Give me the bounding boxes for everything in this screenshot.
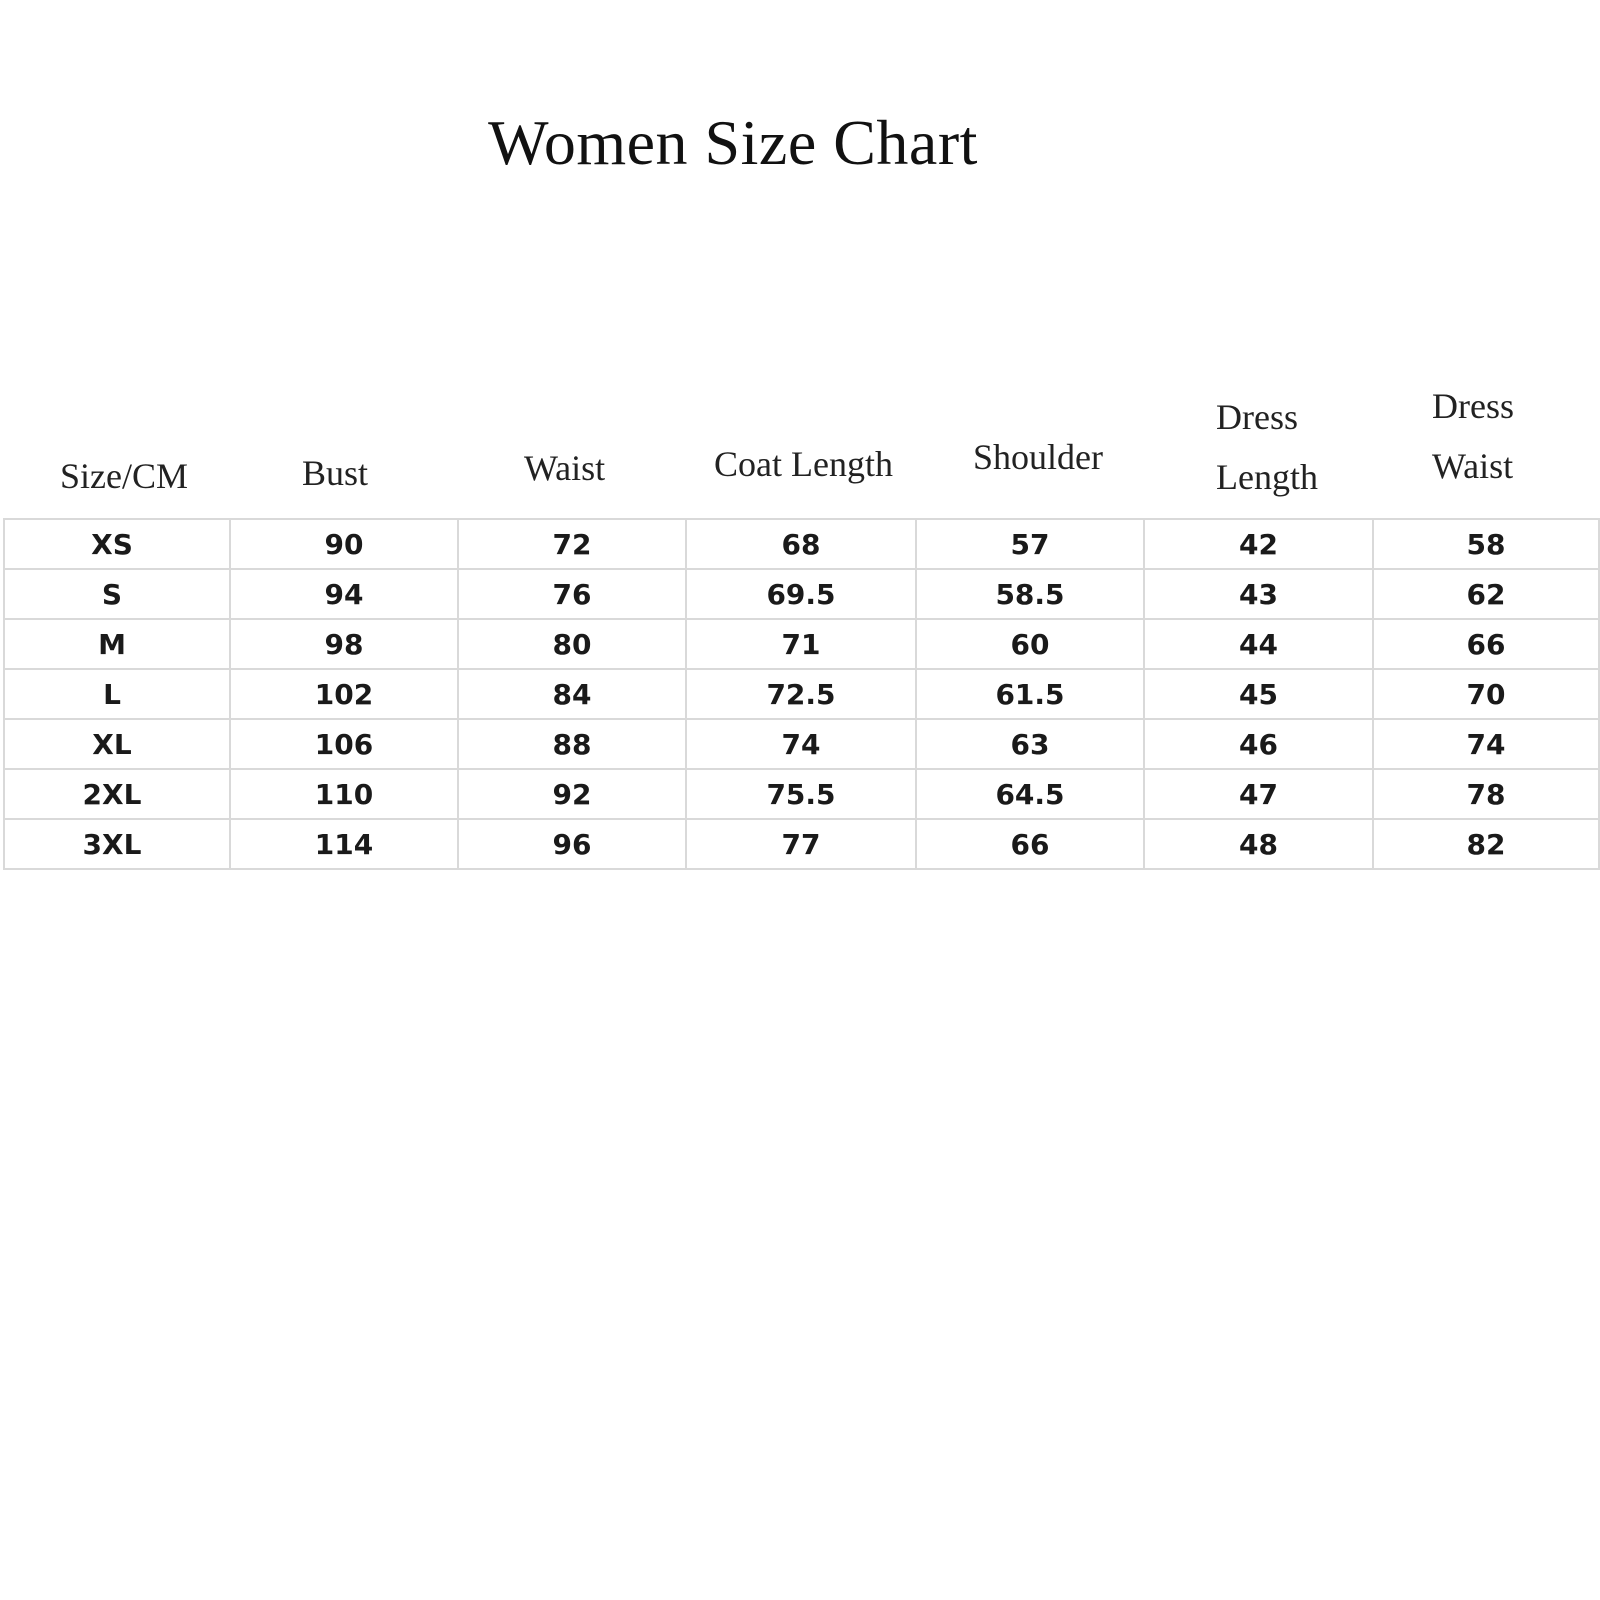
header-size <box>60 455 188 497</box>
table-cell: 74 <box>686 719 916 769</box>
table-cell: 98 <box>230 619 458 669</box>
table-cell: 63 <box>916 719 1144 769</box>
table-cell: 44 <box>1144 619 1373 669</box>
table-cell: 80 <box>458 619 686 669</box>
table-cell: 42 <box>1144 519 1373 569</box>
table-cell: 102 <box>230 669 458 719</box>
table-cell: 61.5 <box>916 669 1144 719</box>
table-cell: 64.5 <box>916 769 1144 819</box>
table-row <box>4 719 1599 769</box>
header-dress-length-line1: Dress <box>1216 397 1298 437</box>
table-cell: 68 <box>686 519 916 569</box>
table-cell: 57 <box>916 519 1144 569</box>
header-bust-label: Bust <box>302 453 369 493</box>
table-cell: 70 <box>1373 669 1599 719</box>
size-table <box>3 518 1600 870</box>
table-row <box>4 569 1599 619</box>
table-cell: 60 <box>916 619 1144 669</box>
table-cell: 75.5 <box>686 769 916 819</box>
table-cell: 45 <box>1144 669 1373 719</box>
header-shoulder <box>973 436 1103 478</box>
table-cell: 46 <box>1144 719 1373 769</box>
table-cell: 48 <box>1144 819 1373 869</box>
table-cell: 2XL <box>4 769 230 819</box>
header-coat-length <box>714 443 893 485</box>
table-cell: 96 <box>458 819 686 869</box>
header-dress-waist-line1: Dress <box>1432 386 1514 426</box>
table-cell: 72.5 <box>686 669 916 719</box>
table-cell: 82 <box>1373 819 1599 869</box>
table-cell: 106 <box>230 719 458 769</box>
header-dress-length <box>1216 396 1318 498</box>
table-cell: 72 <box>458 519 686 569</box>
header-dress-waist-line2: Waist <box>1432 446 1514 486</box>
table-cell: 88 <box>458 719 686 769</box>
table-row <box>4 519 1599 569</box>
table-row <box>4 669 1599 719</box>
table-cell: 43 <box>1144 569 1373 619</box>
table-cell: L <box>4 669 230 719</box>
table-cell: 58 <box>1373 519 1599 569</box>
table-cell: 74 <box>1373 719 1599 769</box>
header-bust <box>302 452 368 494</box>
table-cell: 3XL <box>4 819 230 869</box>
header-coat-length-label: Coat Length <box>714 444 893 484</box>
table-cell: M <box>4 619 230 669</box>
header-waist-label: Waist <box>524 448 606 488</box>
table-cell: 114 <box>230 819 458 869</box>
table-cell: 58.5 <box>916 569 1144 619</box>
header-dress-length-line2: Length <box>1216 457 1318 497</box>
table-cell: 66 <box>1373 619 1599 669</box>
header-shoulder-label: Shoulder <box>973 437 1103 477</box>
header-size-label: Size/CM <box>60 456 189 496</box>
table-cell: 94 <box>230 569 458 619</box>
table-cell: S <box>4 569 230 619</box>
page-title: Women Size Chart <box>488 107 978 178</box>
table-cell: 77 <box>686 819 916 869</box>
table-cell: 47 <box>1144 769 1373 819</box>
table-cell: 69.5 <box>686 569 916 619</box>
header-waist <box>524 447 605 489</box>
table-cell: 92 <box>458 769 686 819</box>
table-cell: 84 <box>458 669 686 719</box>
table-cell: XL <box>4 719 230 769</box>
table-row <box>4 769 1599 819</box>
table-cell: 78 <box>1373 769 1599 819</box>
table-row <box>4 819 1599 869</box>
table-cell: 90 <box>230 519 458 569</box>
header-dress-waist <box>1432 385 1514 487</box>
table-cell: 66 <box>916 819 1144 869</box>
table-cell: 76 <box>458 569 686 619</box>
table-row <box>4 619 1599 669</box>
table-cell: 62 <box>1373 569 1599 619</box>
table-cell: XS <box>4 519 230 569</box>
table-cell: 110 <box>230 769 458 819</box>
table-cell: 71 <box>686 619 916 669</box>
